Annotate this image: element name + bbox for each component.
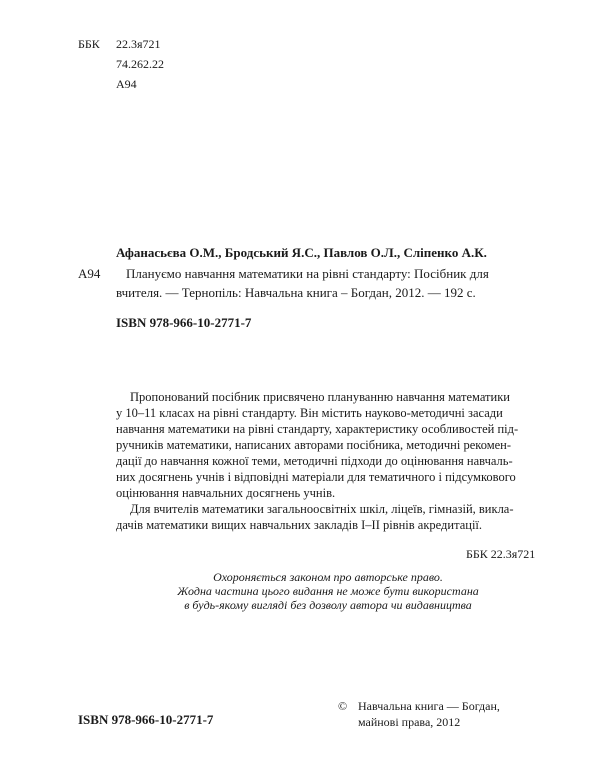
abstract-line: ручників математики, написаних авторами посібника, методичні рекомен-	[116, 438, 512, 452]
isbn-top: ISBN 978-966-10-2771-7	[116, 315, 252, 330]
bbk-code: 22.3я721	[116, 37, 161, 51]
publisher-line-2: майнові права, 2012	[358, 715, 461, 729]
copyright-symbol: ©	[338, 699, 348, 713]
copyright-notice-line: Охороняється законом про авторське право.	[213, 570, 443, 584]
bbk-label: ББК	[78, 37, 100, 51]
abstract-line: них досягнень учнів і відповідні матеріали для тематичного і підсумкового	[116, 470, 516, 484]
audience-line: Для вчителів математики загальноосвітніх шкіл, ліцеїв, гімназій, викла-	[130, 502, 514, 516]
audience-line: дачів математики вищих навчальних закладів I–II рівнів акредитації.	[116, 518, 483, 532]
abstract-line: Пропонований посібник присвячено плануванню навчання математики	[130, 390, 510, 404]
title-line-2: вчителя. — Тернопіль: Навчальна книга – Богдан, 2012. — 192 с.	[116, 285, 476, 300]
author-sign-marker: A94	[78, 266, 101, 281]
abstract-line: у 10–11 класах на рівні стандарту. Він містить науково-методичні засади	[116, 406, 503, 420]
abstract-line: дації до навчання кожної теми, методичні підходи до оцінювання навчаль-	[116, 454, 513, 468]
abstract-line: оцінювання навчальних досягнень учнів.	[116, 486, 336, 500]
copyright-notice-line: Жодна частина цього видання не може бути використана	[177, 584, 479, 598]
abstract-line: навчання математики на рівні стандарту, характеристику особливостей під-	[116, 422, 519, 436]
bbk-bottom: ББК 22.3я721	[466, 547, 536, 561]
title-line-1: Плануємо навчання математики на рівні стандарту: Посібник для	[126, 266, 489, 281]
authors-line: Афанасьєва О.М., Бродський Я.С., Павлов О.Л., Сліпенко А.К.	[116, 245, 487, 260]
isbn-bottom: ISBN 978-966-10-2771-7	[78, 712, 214, 727]
copyright-notice-line: в будь-якому вигляді без дозволу автора чи видавництва	[184, 598, 472, 612]
udc-code: 74.262.22	[116, 57, 164, 71]
publisher-line-1: Навчальна книга — Богдан,	[358, 699, 500, 713]
author-sign: A94	[116, 77, 137, 91]
